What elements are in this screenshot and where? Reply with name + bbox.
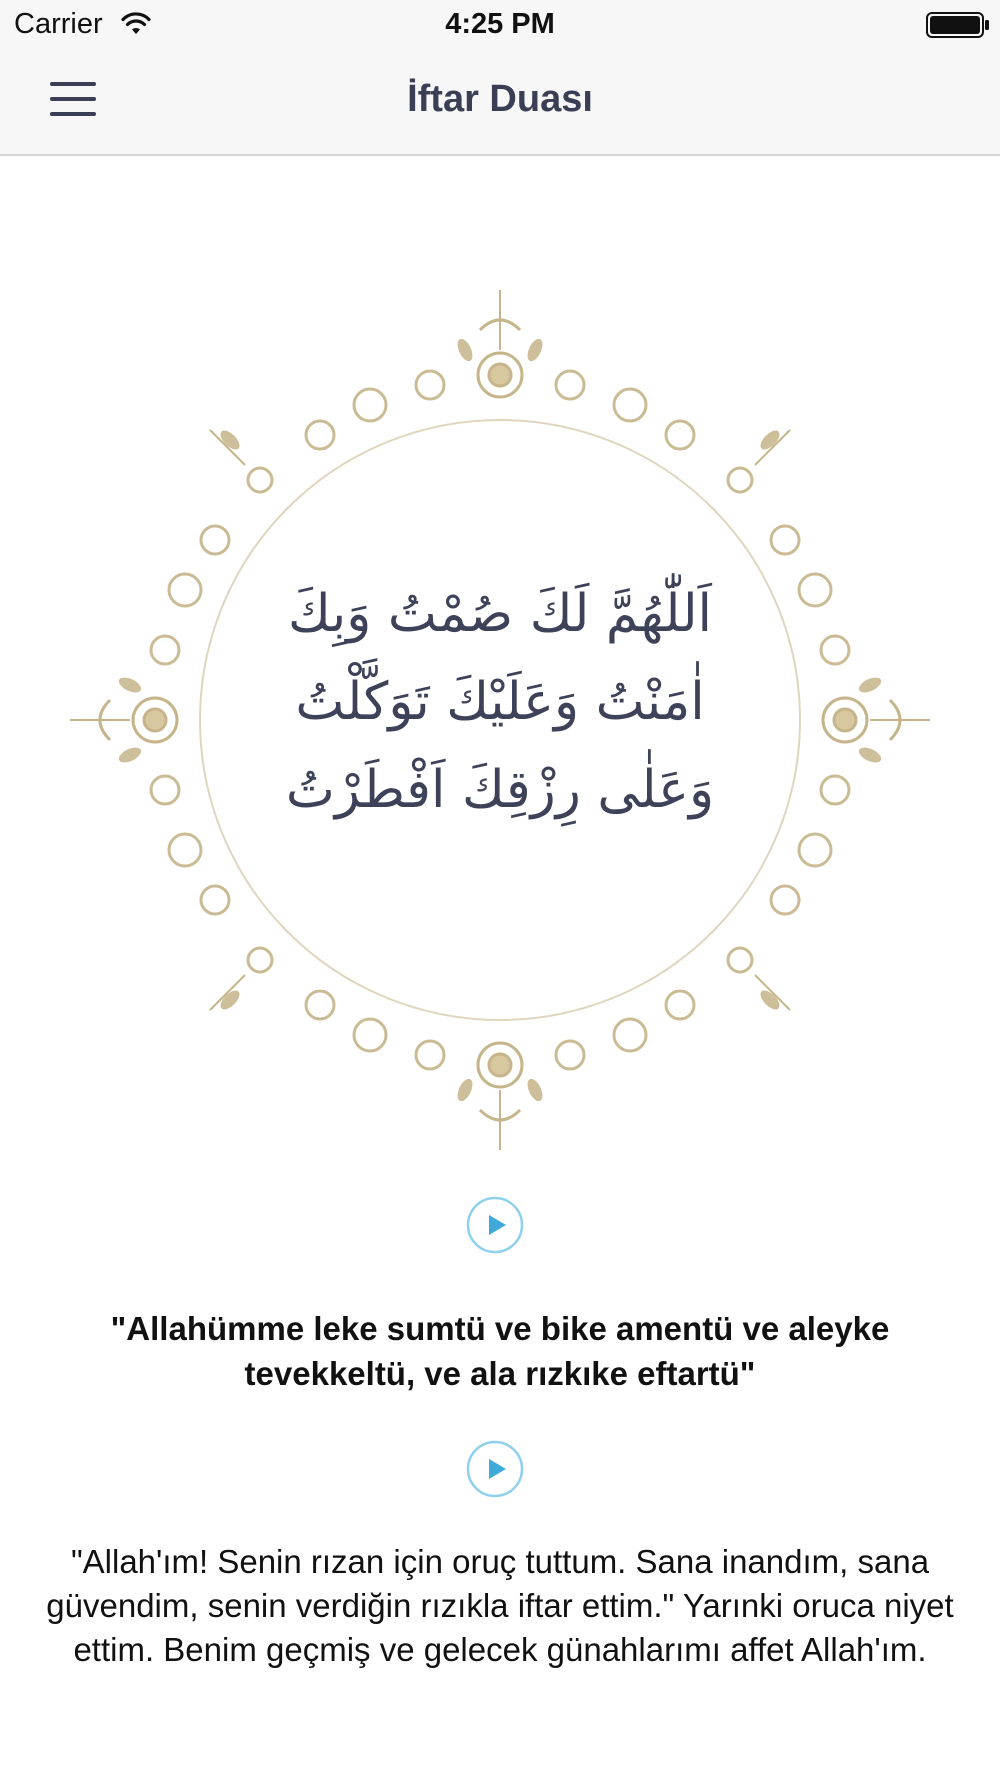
play-translation-button[interactable]: [466, 1440, 524, 1498]
translation-text: "Allah'ım! Senin rızan için oruç tuttum. Sana inandım, sana güvendim, senin verdiğin rızıkla iftar ettim." Yarınki oruca niyet ettim. Benim geçmiş ve gelecek günahlarımı affet Allah'ım.: [46, 1543, 954, 1668]
arabic-line: اَللّٰهُمَّ لَكَ صُمْتُ وَبِكَ: [287, 584, 713, 644]
nav-bar: [0, 50, 1000, 156]
status-time: 4:25 PM: [445, 8, 555, 40]
page-title: İftar Duası: [407, 78, 593, 120]
arabic-line: اٰمَنْتُ وَعَلَيْكَ تَوَكَّلْتُ: [295, 672, 705, 732]
play-arabic-button[interactable]: [466, 1196, 524, 1254]
status-bar: [0, 0, 1000, 50]
arabic-dua-text: [200, 570, 800, 834]
carrier-label: Carrier: [14, 8, 103, 40]
arabic-line: وَعَلٰى رِزْقِكَ اَفْطَرْتُ: [285, 760, 715, 820]
transliteration-text: "Allahümme leke sumtü ve bike amentü ve aleyke tevekkeltü, ve ala rızkıke eftartü": [110, 1310, 890, 1392]
battery-icon: [926, 12, 990, 38]
